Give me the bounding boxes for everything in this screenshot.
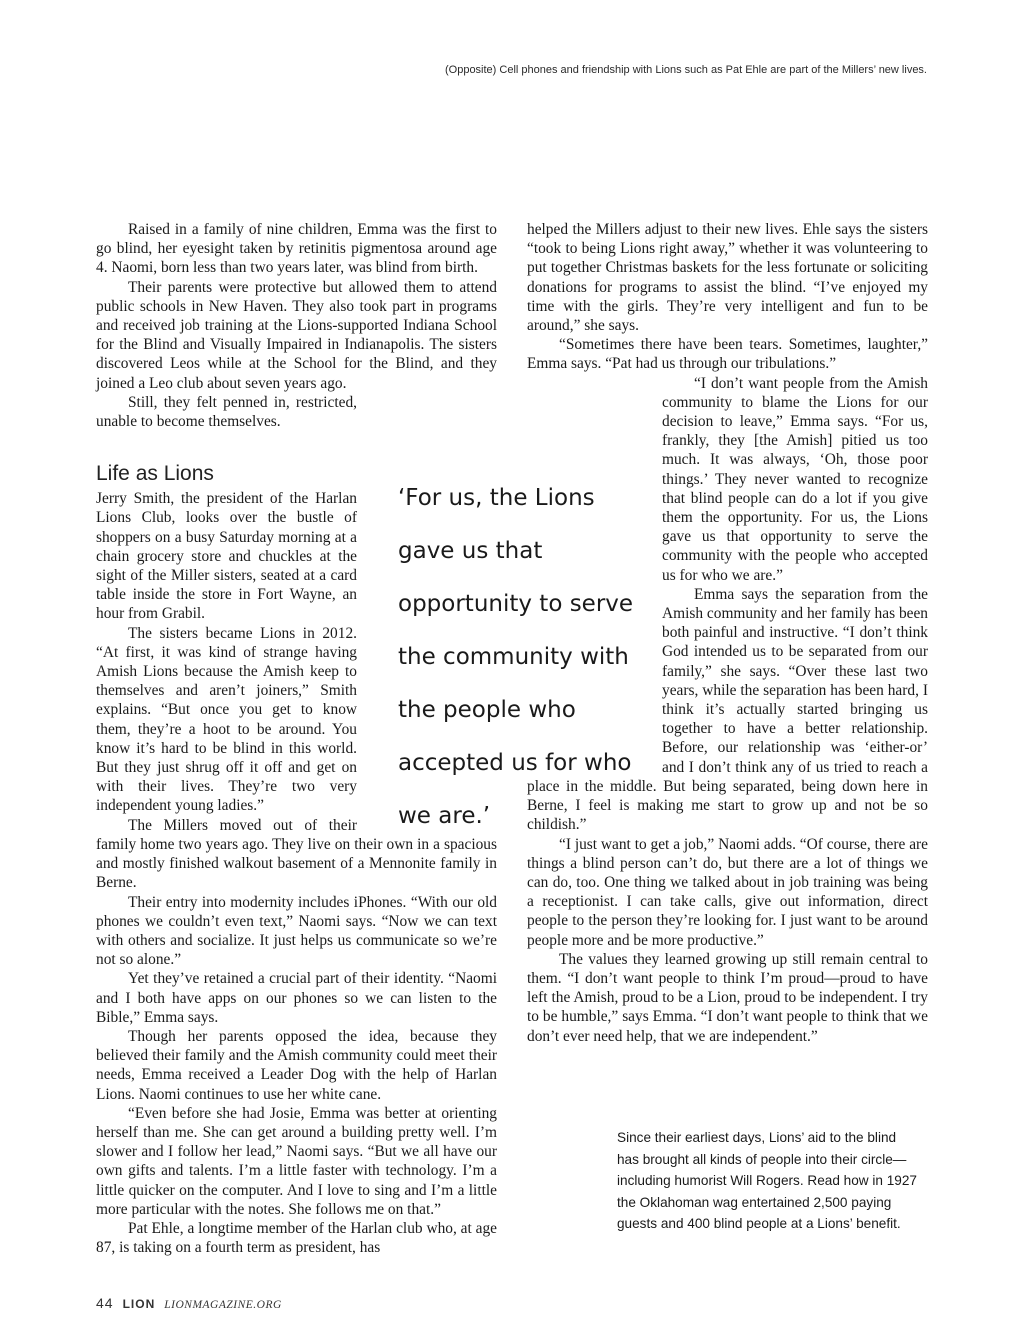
body-paragraph: Jerry Smith, the president of the Harlan Lions Club, looks over the bustle of shoppers on a busy Saturday morning at a chain grocery store and chuckles at the sight of the Miller sisters, seated at a card table inside the store in Fort Wayne, an hour from Grabil. — [96, 490, 357, 623]
body-paragraph: Emma says the separation from the Amish community and her family has been both painful and instructive. “I don’t think God intended us to be separated from our family,” she says. “Over these last two years, while the separation has been hard, I think it’s actually started bringing us together to have a better relationship. Before, our relationship was ‘either-or’ and I don’t think any of us tried to reach a place in the middle. But being separated, being down here in Berne, I feel is making me start to grow up and not be so childish.” — [527, 585, 928, 834]
body-paragraph: Their parents were protective but allowed them to attend public schools in New Haven. They also took part in programs and received job training at the Lions-supported Indiana School for the Blind and Visually Impaired in Indianapolis. The sisters discovered Leos while at the School for the Blind, and they joined a Leo club about seven years ago. — [96, 278, 497, 392]
pull-quote: ‘For us, the Lions gave us that opportunity to serve the community with the people who accepted us for who we are.’ — [398, 485, 634, 829]
body-paragraph: “I don’t want people from the Amish community to blame the Lions for our decision to leave,” Emma says. “For us, frankly, they [the Amish] pitied us too much. It was always, ‘Oh, those poor things.’ They never wanted to recognize that blind people can do a lot if you give them the opportunity. For us, the Lions gave us that opportunity to serve the community with the people who accepted us for who we are.” — [662, 374, 928, 584]
body-paragraph: The values they learned growing up still remain central to them. “I don’t want people to think I’m proud—proud to have left the Amish, proud to be a Lion, proud to be independent. I try to be humble,” says Emma. “I don’t want people to think that we don’t ever need help, that we are independent.” — [527, 950, 928, 1045]
body-paragraph: Pat Ehle, a longtime member of the Harlan club who, at age 87, is taking on a fourth term as president, has — [96, 1219, 497, 1257]
body-paragraph: “Even before she had Josie, Emma was better at orienting herself than me. She can get around a building pretty well. I’m slower and I follow her lead,” Naomi says. “But we all have our own gifts and talents. I’m a little faster with technology. I’m a little quicker on the computer. And I love to sing and I’m a little more particular with the notes. She follows me on that.” — [96, 1104, 497, 1218]
sidebar-note: Since their earliest days, Lions’ aid to the blind has brought all kinds of people into their circle—including humorist Will Rogers. Read how in 1927 the Oklahoman wag entertained 2,500 paying guests and 400 blind people at a Lions’ benefit. — [617, 1130, 917, 1231]
magazine-brand: LION — [122, 1297, 156, 1311]
body-paragraph: “Sometimes there have been tears. Sometimes, laughter,” Emma says. “Pat had us through our tribulations.” — [527, 336, 928, 373]
body-paragraph: “I just want to get a job,” Naomi adds. “Of course, there are things a blind person can’t do, but there are a lot of things we can do, too. One thing we talked about in job training was being a receptionist. I can take calls, give out information, direct people to the person they’re looking for. I just want to be around people more and be more productive.” — [527, 835, 928, 949]
body-paragraph: helped the Millers adjust to their new lives. Ehle says the sisters “took to being Lions right away,” whether it was volunteering to put together Christmas baskets for the less fortunate or soliciting donations for programs to assist the blind. “I’ve enjoyed my time with the girls. They’re very intelligent and fun to be around,” she says. — [527, 221, 928, 335]
body-paragraph: Though her parents opposed the idea, because they believed their family and the Amish community could meet their needs, Emma received a Leader Dog with the help of Harlan Lions. Naomi continues to use her white cane. — [96, 1027, 497, 1103]
body-paragraph: The sisters became Lions in 2012. “At first, it was kind of strange having Amish Lions because the Amish keep to themselves and aren’t joiners,” Smith explains. “But once you get to know them, they’re a hoot to be around. You know it’s hard to be blind in this world. But they just shrug off it off and get on with their lives. They’re two very independent young ladies.” — [96, 624, 357, 815]
page-number: 44 — [96, 1295, 114, 1311]
body-paragraph: Yet they’ve retained a crucial part of their identity. “Naomi and I both have apps on our phones so we can listen to the Bible,” Emma says. — [96, 970, 497, 1026]
website-link[interactable]: LIONMAGAZINE.ORG — [164, 1299, 282, 1311]
body-paragraph: Raised in a family of nine children, Emma was the first to go blind, her eyesight taken by retinitis pigmentosa around age 4. Naomi, born less than two years later, was blind from birth. — [96, 221, 497, 277]
page-footer — [96, 1295, 282, 1312]
photo-caption: (Opposite) Cell phones and friendship with Lions such as Pat Ehle are part of the Millers’ new lives. — [444, 64, 927, 76]
body-paragraph: Their entry into modernity includes iPhones. “With our old phones we couldn’t even text,” Naomi says. “Now we can text with others and socialize. It just helps us communicate so we’re not so alone.” — [96, 893, 497, 969]
body-paragraph: Still, they felt penned in, restricted, unable to become themselves. — [96, 393, 357, 431]
body-paragraph: The Millers moved out of their family home two years ago. They live on their own in a spacious and mostly finished walkout basement of a Mennonite family in Berne. — [96, 816, 497, 892]
section-heading: Life as Lions — [96, 462, 214, 486]
